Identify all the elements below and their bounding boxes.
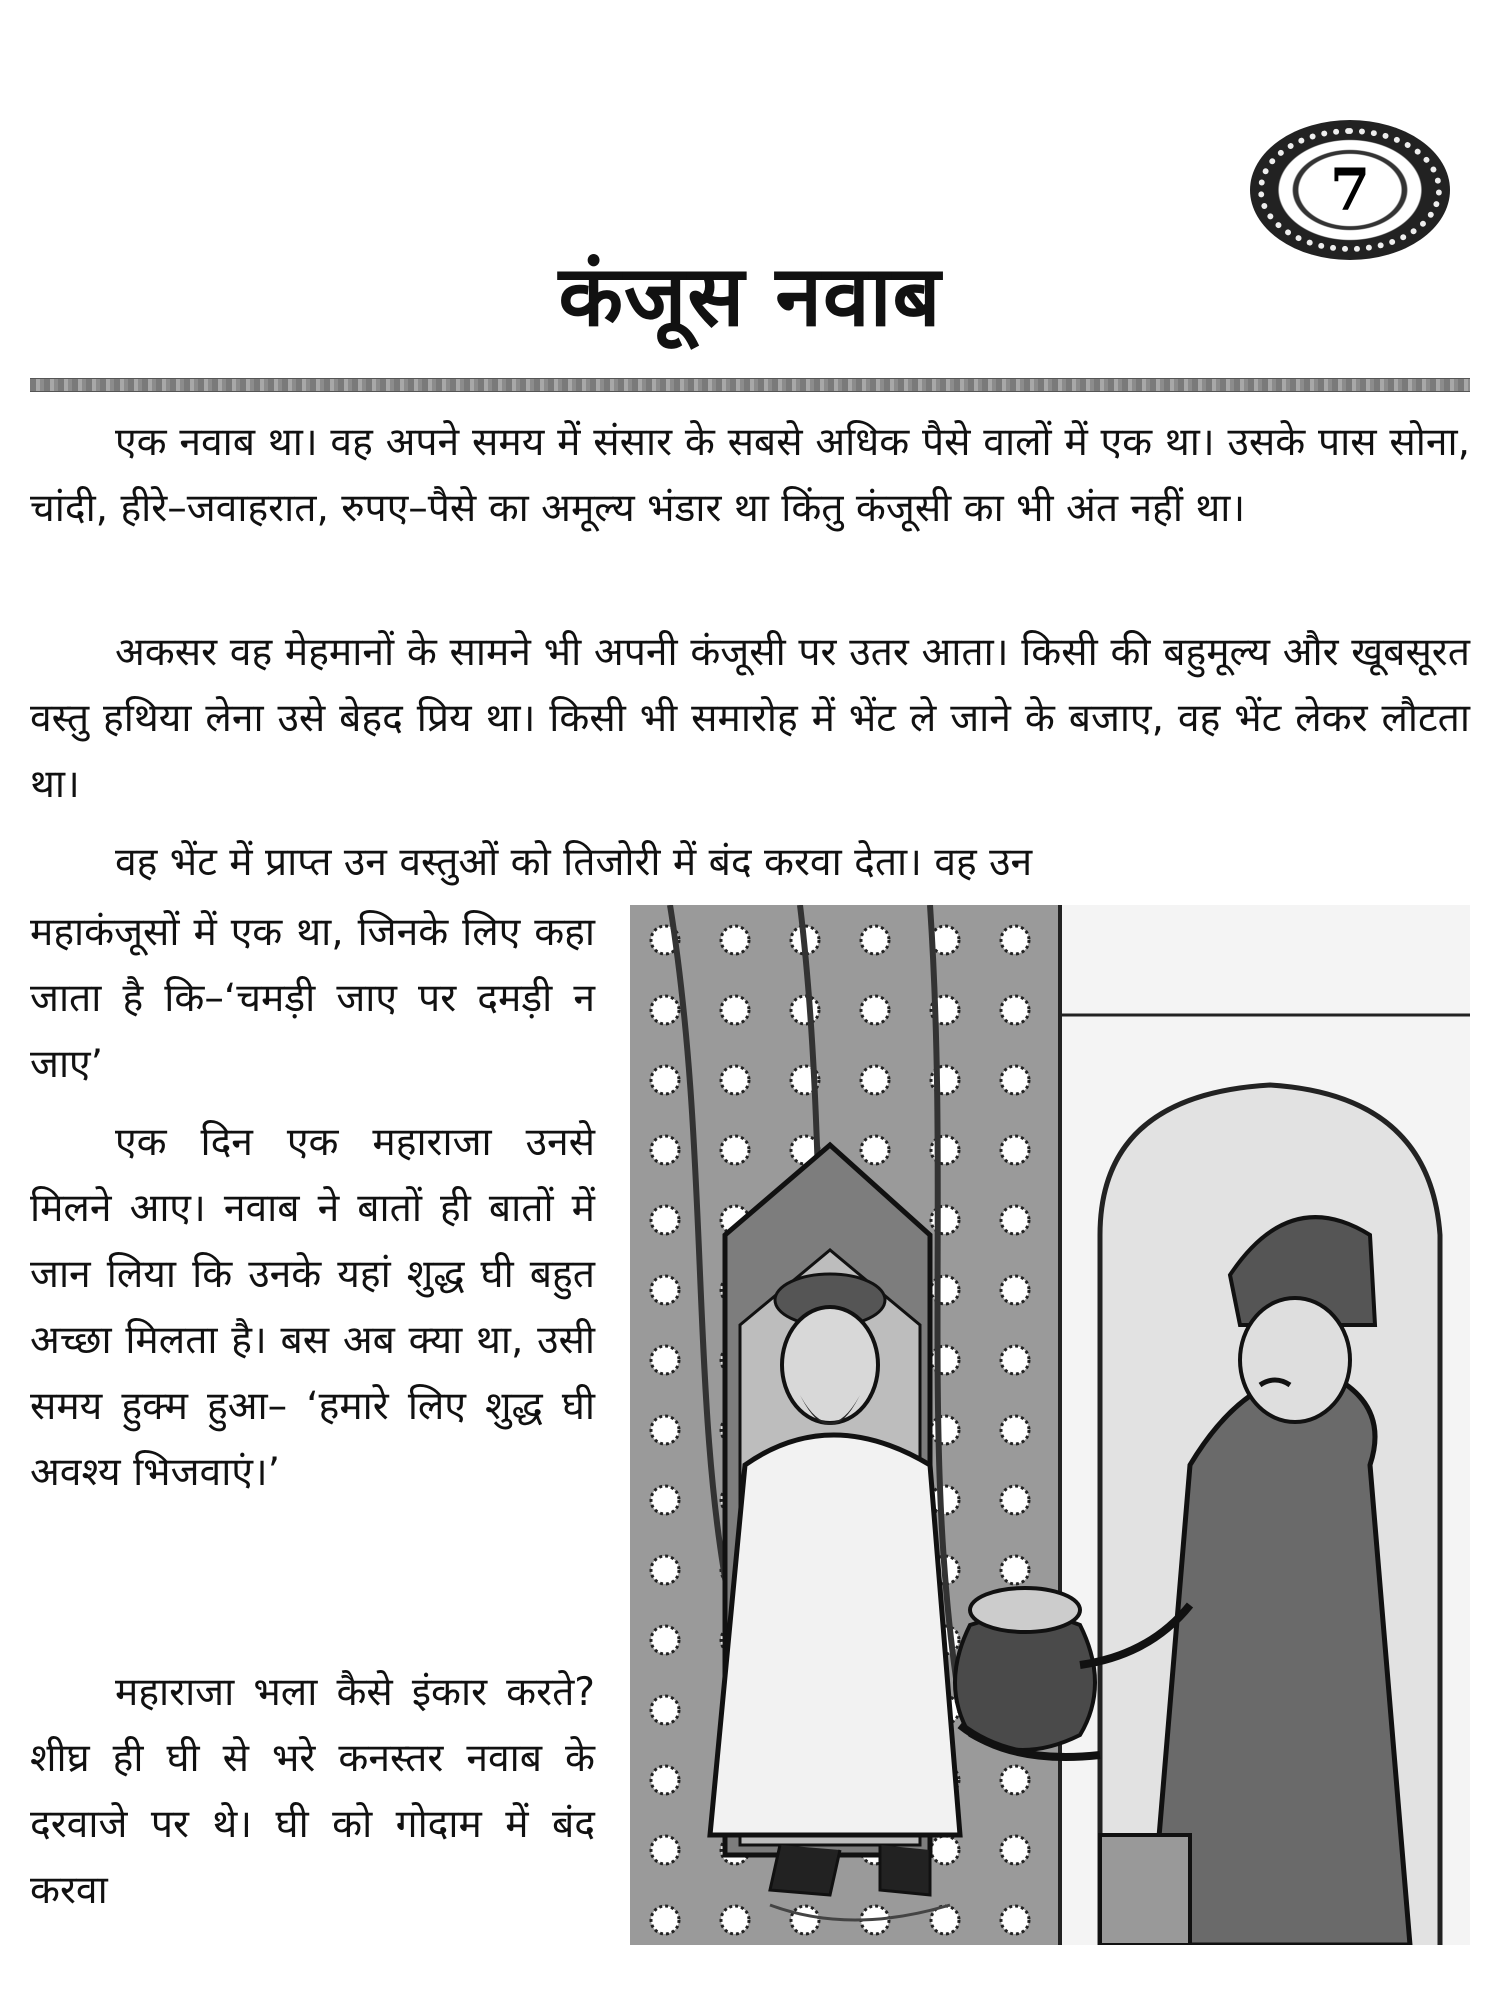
illustration-nawab-receiving-ghee bbox=[630, 905, 1470, 1945]
paragraph-2: अकसर वह मेहमानों के सामने भी अपनी कंजूसी पर उतर आता। किसी की बहुमूल्य और खूबसूरत वस्तु हथिया लेना उसे बेहद प्रिय था। किसी भी समारोह में भेंट ले जाने के बजाए, वह भेंट लेकर लौटता था। bbox=[30, 630, 1470, 807]
title-divider bbox=[30, 378, 1470, 392]
paragraph-1 bbox=[30, 410, 1470, 542]
paragraph-1-text: एक नवाब था। वह अपने समय में संसार के सबसे अधिक पैसे वालों में एक था। उसके पास सोना, चांदी, हीरे–जवाहरात, रुपए–पैसे का अमूल्य भंडार था किंतु कंजूसी का भी अंत नहीं था। bbox=[30, 420, 1470, 531]
column-paragraph-2: एक दिन एक महाराजा उनसे मिलने आए। नवाब ने बातों ही बातों में जान लिया कि उनके यहां शुद्ध घी बहुत अच्छा मिलता है। बस अब क्या था, उसी समय हुक्म हुआ– ‘हमारे लिए शुद्ध घी अवश्य भिजवाएं।’ bbox=[30, 1120, 595, 1495]
paragraph-3: वह भेंट में प्राप्त उन वस्तुओं को तिजोरी में बंद करवा देता। वह उन bbox=[115, 840, 1033, 885]
story-title: कंजूस नवाब bbox=[558, 247, 942, 345]
page-number: 7 bbox=[1329, 156, 1371, 224]
column-paragraph-1: महाकंजूसों में एक था, जिनके लिए कहा जाता है कि–‘चमड़ी जाए पर दमड़ी न जाए’ bbox=[30, 910, 595, 1087]
column-paragraph-3: महाराजा भला कैसे इंकार करते? शीघ्र ही घी से भरे कनस्तर नवाब के दरवाजे पर थे। घी को गोदाम में बंद करवा bbox=[30, 1670, 595, 1913]
